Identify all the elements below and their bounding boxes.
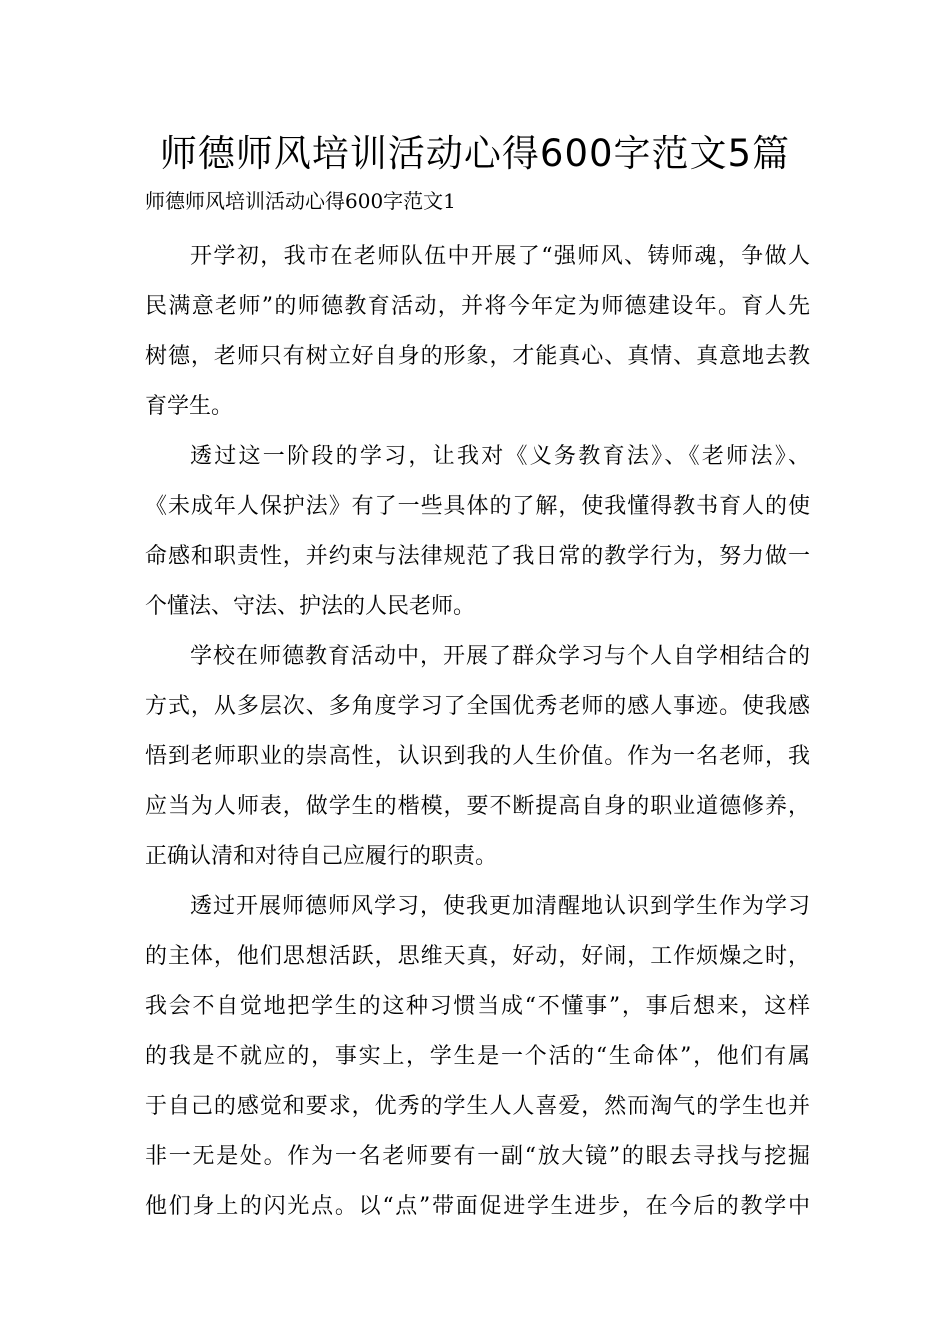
text-line: 我会不自觉地把学生的这种习惯当成“不懂事”，事后想来，这样 (145, 994, 810, 1019)
text-line: 的主体，他们思想活跃，思维天真，好动，好闹，工作烦燥之时， (145, 944, 810, 969)
text-line: 树德，老师只有树立好自身的形象，才能真心、真情、真意地去教 (145, 344, 810, 369)
text-line: 民满意老师”的师德教育活动，并将今年定为师德建设年。育人先 (145, 294, 810, 319)
paragraph-2 (145, 432, 810, 632)
text-line: 命感和职责性，并约束与法律规范了我日常的教学行为，努力做一 (145, 544, 810, 569)
text-line: 《未成年人保护法》有了一些具体的了解，使我懂得教书育人的使 (145, 494, 810, 519)
paragraph-3 (145, 632, 810, 882)
text-line: 的我是不就应的，事实上，学生是一个活的“生命体”，他们有属 (145, 1044, 810, 1069)
text-line: 悟到老师职业的崇高性，认识到我的人生价值。作为一名老师，我 (145, 744, 810, 769)
document-subtitle: 师德师风培训活动心得600字范文1 (145, 189, 456, 213)
text-line: 方式，从多层次、多角度学习了全国优秀老师的感人事迹。使我感 (145, 694, 810, 719)
document-title: 师德师风培训活动心得600字范文5篇 (159, 132, 791, 175)
text-line: 开学初，我市在老师队伍中开展了“强师风、铸师魂，争做人 (190, 244, 810, 269)
text-line: 他们身上的闪光点。以“点”带面促进学生进步，在今后的教学中 (145, 1194, 810, 1219)
text-line: 个懂法、守法、护法的人民老师。 (145, 594, 476, 619)
paragraph-4 (145, 882, 810, 1232)
text-line: 应当为人师表，做学生的楷模，要不断提高自身的职业道德修养， (145, 794, 810, 819)
text-line: 正确认清和对待自己应履行的职责。 (145, 844, 498, 869)
text-line: 透过这一阶段的学习，让我对《义务教育法》、《老师法》、 (190, 444, 810, 469)
text-line: 于自己的感觉和要求，优秀的学生人人喜爱，然而淘气的学生也并 (145, 1094, 810, 1119)
text-line: 育学生。 (145, 394, 234, 419)
text-line: 非一无是处。作为一名老师要有一副“放大镜”的眼去寻找与挖掘 (145, 1144, 810, 1169)
text-line: 学校在师德教育活动中，开展了群众学习与个人自学相结合的 (190, 644, 810, 669)
document-body (145, 232, 810, 1232)
paragraph-1 (145, 232, 810, 432)
text-line: 透过开展师德师风学习，使我更加清醒地认识到学生作为学习 (190, 894, 810, 919)
